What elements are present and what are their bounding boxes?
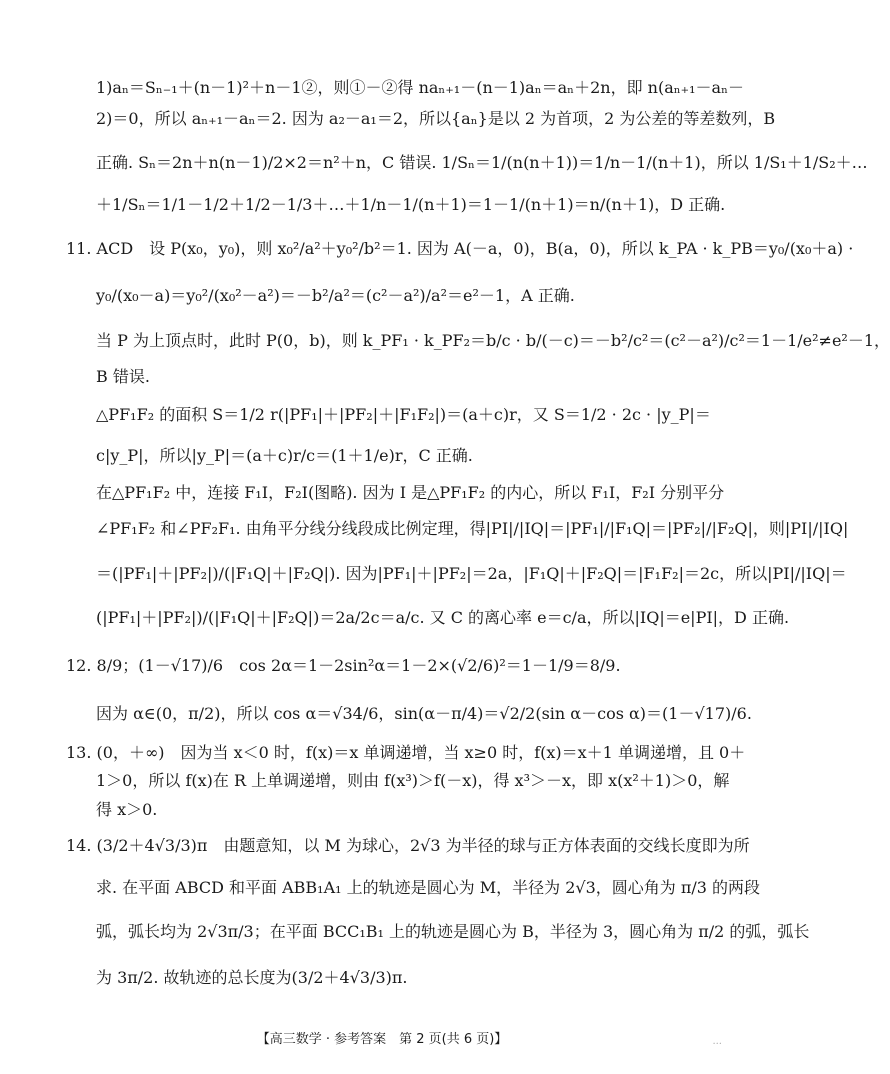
text-line: 正确. Sₙ＝2n＋n(n－1)/2×2＝n²＋n，C 错误. 1/Sₙ＝1/(n(n＋1))＝1/n－1/(n＋1)，所以 1/S₁＋1/S₂＋… <box>96 153 868 172</box>
text-line: (|PF₁|＋|PF₂|)/(|F₁Q|＋|F₂Q|)＝2a/2c＝a/c. 又 C 的离心率 e＝c/a，所以|IQ|＝e|PI|，D 正确. <box>96 608 790 627</box>
text-line: c|y_P|，所以|y_P|＝(a＋c)r/c＝(1＋1/e)r，C 正确. <box>96 446 473 465</box>
answer-14: 14. (3/2＋4√3/3)π 由题意知，以 M 为球心，2√3 为半径的球与正方体表面的交线长度即为所 <box>66 836 750 855</box>
text-line: 得 x＞0. <box>96 800 158 819</box>
text-line: 在△PF₁F₂ 中，连接 F₁I，F₂I(图略). 因为 I 是△PF₁F₂ 的内心，所以 F₁I，F₂I 分别平分 <box>96 483 725 502</box>
text-line: 2)＝0，所以 aₙ₊₁－aₙ＝2. 因为 a₂－a₁＝2，所以{aₙ}是以 2 为首项，2 为公差的等差数列，B <box>96 109 776 128</box>
text-line: 弧，弧长均为 2√3π/3；在平面 BCC₁B₁ 上的轨迹是圆心为 B，半径为 3，圆心角为 π/2 的弧，弧长 <box>96 922 810 941</box>
text-line: ∠PF₁F₂ 和∠PF₂F₁. 由角平分线分线段成比例定理，得|PI|/|IQ|＝|PF₁|/|F₁Q|＝|PF₂|/|F₂Q|，则|PI|/|IQ| <box>96 519 849 538</box>
text-line: 为 3π/2. 故轨迹的总长度为(3/2＋4√3/3)π. <box>96 968 408 987</box>
answer-13: 13. (0，＋∞) 因为当 x＜0 时，f(x)＝x 单调递增，当 x≥0 时，f(x)＝x＋1 单调递增，且 0＋ <box>66 743 746 762</box>
text-line: 当 P 为上顶点时，此时 P(0，b)，则 k_PF₁ · k_PF₂＝b/c · b/(－c)＝－b²/c²＝(c²－a²)/c²＝1－1/e²≠e²－1， <box>96 331 890 350</box>
text-line: 求. 在平面 ABCD 和平面 ABB₁A₁ 上的轨迹是圆心为 M，半径为 2√3，圆心角为 π/3 的两段 <box>96 878 761 897</box>
answer-12: 12. 8/9；(1－√17)/6 cos 2α＝1－2sin²α＝1－2×(√2/6)²＝1－1/9＝8/9. <box>66 656 621 675</box>
text-line: 因为 α∈(0，π/2)，所以 cos α＝√34/6，sin(α－π/4)＝√2/2(sin α－cos α)＝(1－√17)/6. <box>96 704 752 723</box>
text-line: ＝(|PF₁|＋|PF₂|)/(|F₁Q|＋|F₂Q|). 因为|PF₁|＋|PF₂|＝2a，|F₁Q|＋|F₂Q|＝|F₁F₂|＝2c，所以|PI|/|IQ|＝ <box>96 564 847 583</box>
text-line: 1＞0，所以 f(x)在 R 上单调递增，则由 f(x³)＞f(－x)，得 x³＞－x，即 x(x²＋1)＞0，解 <box>96 771 730 790</box>
text-line: y₀/(x₀－a)＝y₀²/(x₀²－a²)＝－b²/a²＝(c²－a²)/a²＝e²－1，A 正确. <box>96 286 575 305</box>
answer-11: 11. ACD 设 P(x₀，y₀)，则 x₀²/a²＋y₀²/b²＝1. 因为 A(－a，0)，B(a，0)，所以 k_PA · k_PB＝y₀/(x₀＋a) · <box>66 239 854 258</box>
text-line: △PF₁F₂ 的面积 S＝1/2 r(|PF₁|＋|PF₂|＋|F₁F₂|)＝(a＋c)r，又 S＝1/2 · 2c · |y_P|＝ <box>96 405 711 424</box>
text-line: B 错误. <box>96 367 150 386</box>
corner-mark: ... <box>712 1036 722 1047</box>
page-footer: 【高三数学 · 参考答案 第 2 页(共 6 页)】 <box>256 1032 508 1047</box>
text-line: ＋1/Sₙ＝1/1－1/2＋1/2－1/3＋…＋1/n－1/(n＋1)＝1－1/(n＋1)＝n/(n＋1)，D 正确. <box>96 195 726 214</box>
text-line: 1)aₙ＝Sₙ₋₁＋(n－1)²＋n－1②，则①－②得 naₙ₊₁－(n－1)aₙ＝aₙ＋2n，即 n(aₙ₊₁－aₙ－ <box>96 78 744 97</box>
